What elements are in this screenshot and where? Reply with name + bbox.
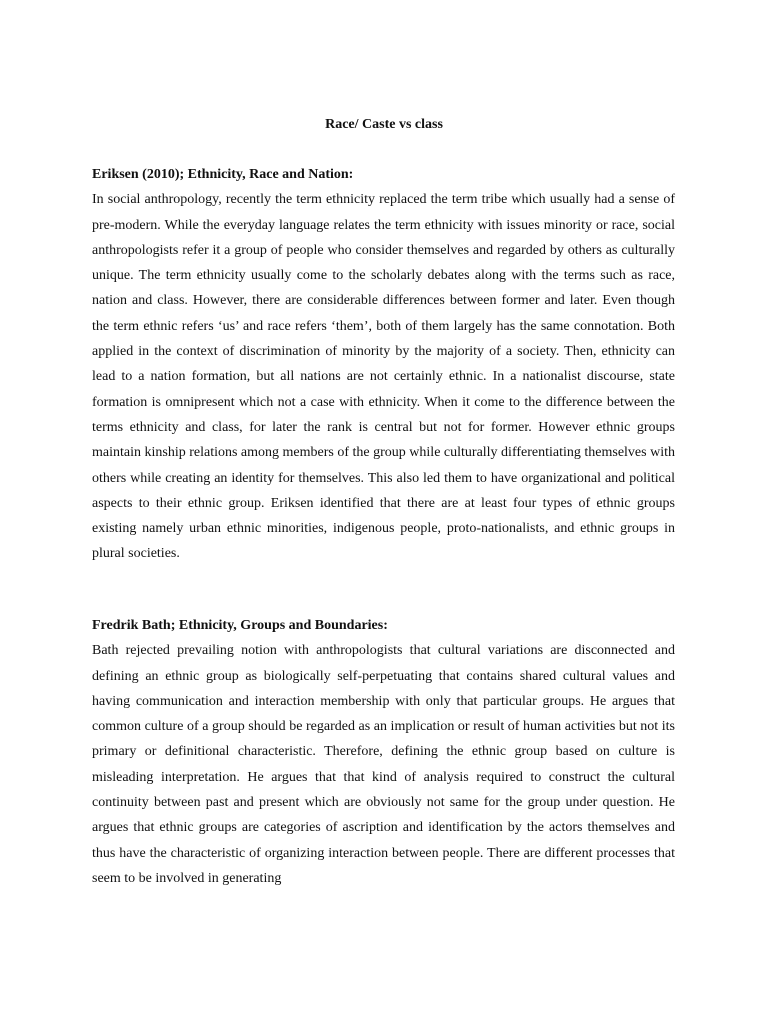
section-heading: Eriksen (2010); Ethnicity, Race and Nation: [92, 167, 354, 182]
section-paragraph: Bath rejected prevailing notion with anthropologists that cultural variations are disconnected and defining an ethnic group as biologically self-perpetuating that contains shared cultural values and having communication and interaction membership with only that particular groups. He argues that common culture of a group should be regarded as an implication or result of human activities but not its primary or definitional characteristic. Therefore, defining the ethnic group based on culture is misleading interpretation. He argues that that kind of analysis required to construct the cultural continuity between past and present which are obviously not same for the group under question. He argues that ethnic groups are categories of ascription and identification by the actors themselves and thus have the characteristic of organizing interaction between people. There are different processes that seem to be involved in generating [92, 643, 675, 886]
document-title: Race/ Caste vs class [325, 117, 443, 132]
section-paragraph: In social anthropology, recently the term ethnicity replaced the term tribe which usually had a sense of pre-modern. While the everyday language relates the term ethnicity with issues minority or race, social anthropologists refer it a group of people who consider themselves and regarded by others as culturally unique. The term ethnicity usually come to the scholarly debates along with the terms such as race, nation and class. However, there are considerable differences between former and later. Even though the term ethnic refers ‘us’ and race refers ‘them’, both of them largely has the same connotation. Both applied in the context of discrimination of minority by the majority of a society. Then, ethnicity can lead to a nation formation, but all nations are not certainly ethnic. In a nationalist discourse, state formation is omnipresent which not a case with ethnicity. When it come to the difference between the terms ethnicity and class, for later the rank is central but not for former. However ethnic groups maintain kinship relations among members of the group while culturally differentiating themselves with others while creating an identity for themselves. This also led them to have organizational and political aspects to their ethnic group. Eriksen identified that there are at least four types of ethnic groups existing namely urban ethnic minorities, indigenous people, proto-nationalists, and ethnic groups in plural societies. [92, 192, 675, 562]
section-bath [92, 613, 675, 891]
section-heading: Fredrik Bath; Ethnicity, Groups and Boundaries: [92, 618, 388, 633]
section-eriksen [92, 162, 675, 567]
